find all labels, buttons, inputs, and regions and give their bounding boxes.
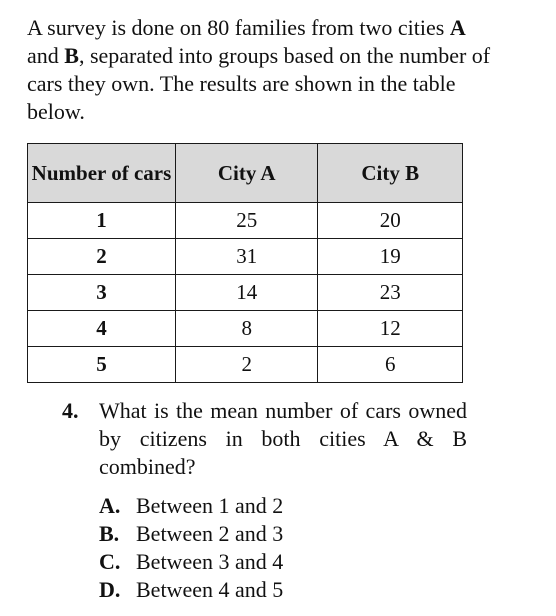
cell-number-of-cars: 5 bbox=[28, 347, 176, 383]
table-header-row bbox=[28, 144, 463, 203]
choice-letter: B. bbox=[99, 521, 120, 546]
choice-text: Between 3 and 4 bbox=[136, 549, 284, 574]
header-city-b: City B bbox=[318, 144, 463, 203]
cell-city-b: 20 bbox=[318, 203, 463, 239]
table-row bbox=[28, 311, 463, 347]
choice-b[interactable] bbox=[99, 520, 283, 548]
table-row bbox=[28, 203, 463, 239]
choice-a[interactable] bbox=[99, 492, 283, 520]
choice-letter: A. bbox=[99, 493, 121, 518]
choice-text: Between 4 and 5 bbox=[136, 577, 284, 602]
table-row bbox=[28, 347, 463, 383]
header-number-of-cars: Number of cars bbox=[28, 144, 176, 203]
table-row bbox=[28, 239, 463, 275]
question-number: 4. bbox=[62, 398, 79, 423]
intro-text-2: and bbox=[27, 43, 65, 68]
cell-city-b: 23 bbox=[318, 275, 463, 311]
cell-city-b: 19 bbox=[318, 239, 463, 275]
cell-number-of-cars: 1 bbox=[28, 203, 176, 239]
question-text: What is the mean number of cars owned by citizens in both cities A & B combined? bbox=[99, 398, 467, 479]
cell-number-of-cars: 3 bbox=[28, 275, 176, 311]
intro-text-1: A survey is done on 80 families from two cities bbox=[27, 15, 450, 40]
cell-city-a: 31 bbox=[175, 239, 318, 275]
header-city-a: City A bbox=[175, 144, 318, 203]
choice-text: Between 2 and 3 bbox=[136, 521, 284, 546]
intro-text-3: , separated into groups based on the number of cars they own. The results are shown in the table below. bbox=[27, 43, 491, 124]
survey-table bbox=[27, 143, 463, 383]
cell-city-a: 2 bbox=[175, 347, 318, 383]
cell-number-of-cars: 2 bbox=[28, 239, 176, 275]
choice-letter: C. bbox=[99, 549, 121, 574]
answer-choices bbox=[99, 492, 283, 604]
intro-city-a: A bbox=[449, 15, 466, 40]
question-block bbox=[62, 397, 467, 481]
cell-city-a: 8 bbox=[175, 311, 318, 347]
choice-c[interactable] bbox=[99, 548, 283, 576]
choice-text: Between 1 and 2 bbox=[136, 493, 284, 518]
cell-city-a: 25 bbox=[175, 203, 318, 239]
choice-letter: D. bbox=[99, 577, 121, 602]
cell-city-b: 6 bbox=[318, 347, 463, 383]
table-row bbox=[28, 275, 463, 311]
cell-number-of-cars: 4 bbox=[28, 311, 176, 347]
intro-city-b: B bbox=[64, 43, 79, 68]
choice-d[interactable] bbox=[99, 576, 283, 604]
cell-city-b: 12 bbox=[318, 311, 463, 347]
cell-city-a: 14 bbox=[175, 275, 318, 311]
intro-paragraph bbox=[27, 14, 497, 126]
